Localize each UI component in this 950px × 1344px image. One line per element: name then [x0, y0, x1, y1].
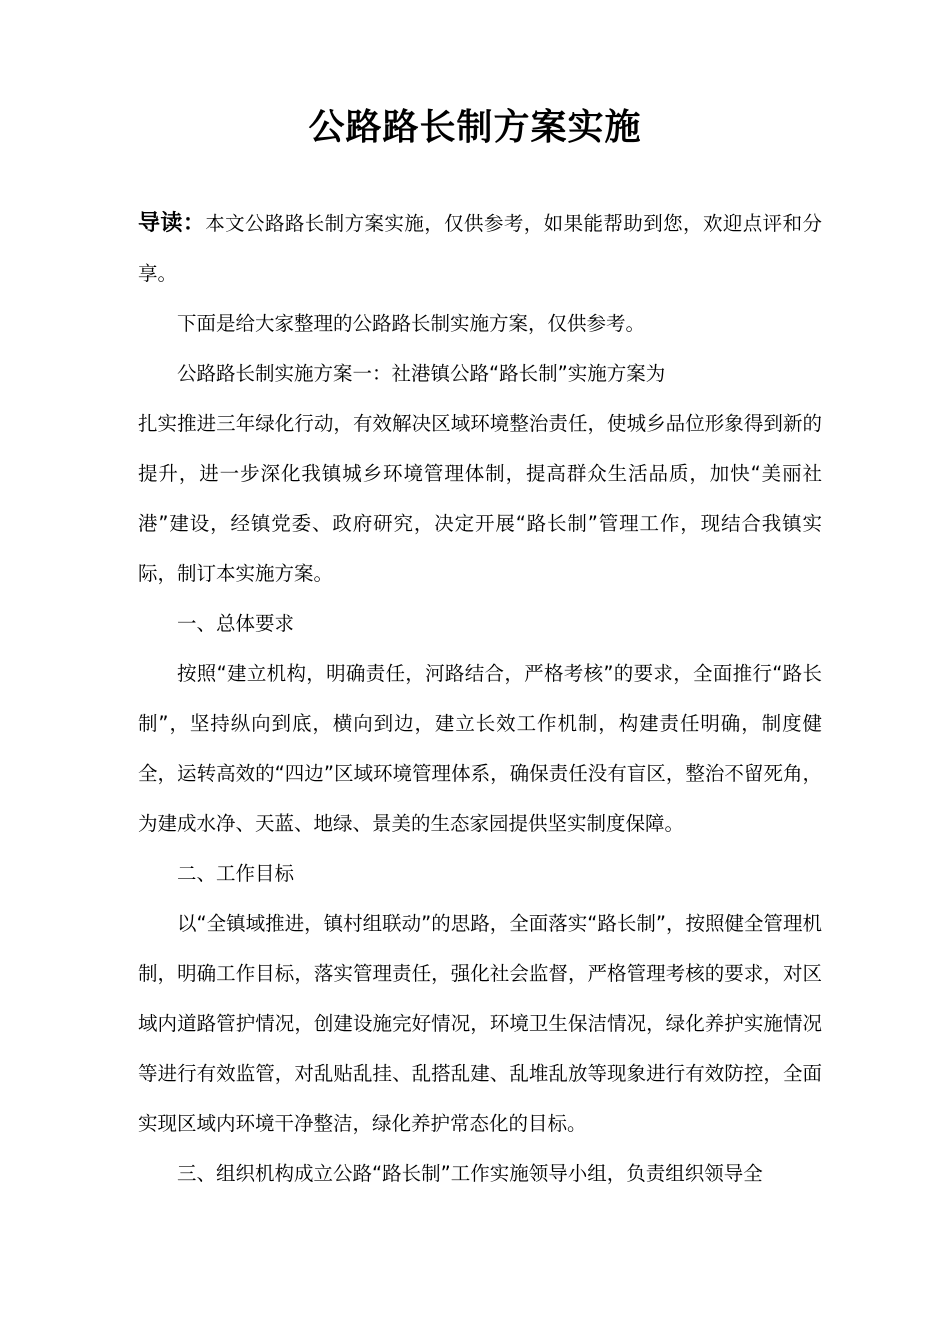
paragraph: 以“全镇域推进，镇村组联动”的思路，全面落实“路长制”，按照健全管理机制，明确工作目标，落实管理责任，强化社会监督，严格管理考核的要求，对区域内道路管护情况，创建设施完好情况，环境卫生保洁情况，绿化养护实施情况等进行有效监管，对乱贴乱挂、乱搭乱建、乱堆乱放等现象进行有效防控，全面实现区域内环境干净整洁，绿化养护常态化的目标。: [138, 912, 822, 1135]
paragraph: 下面是给大家整理的公路路长制实施方案，仅供参考。: [177, 312, 646, 335]
lead-paragraph: [138, 199, 822, 299]
paragraph: 扎实推进三年绿化行动，有效解决区域环境整治责任，使城乡品位形象得到新的提升，进一步深化我镇城乡环境管理体制，提高群众生活品质，加快“美丽社港”建设，经镇党委、政府研究，决定开展“路长制”管理工作，现结合我镇实际，制订本实施方案。: [138, 412, 822, 585]
paragraph: 按照“建立机构，明确责任，河路结合，严格考核”的要求，全面推行“路长制”，坚持纵向到底，横向到边，建立长效工作机制，构建责任明确，制度健全，运转高效的“四边”区域环境管理体系，确保责任没有盲区，整治不留死角，为建成水净、天蓝、地绿、景美的生态家园提供坚实制度保障。: [138, 662, 822, 835]
lead-label: 导读：: [138, 211, 206, 236]
paragraph: 公路路长制实施方案一：社港镇公路“路长制”实施方案为: [177, 362, 666, 385]
section-heading: 一、总体要求: [177, 612, 295, 635]
document-title: 公路路长制方案实施: [308, 107, 642, 148]
lead-text: 本文公路路长制方案实施，仅供参考，如果能帮助到您，欢迎点评和分享。: [138, 212, 822, 285]
paragraph: 三、组织机构成立公路“路长制”工作实施领导小组，负责组织领导全: [177, 1162, 763, 1185]
document-body: [138, 199, 822, 1199]
section-heading: 二、工作目标: [177, 862, 295, 885]
